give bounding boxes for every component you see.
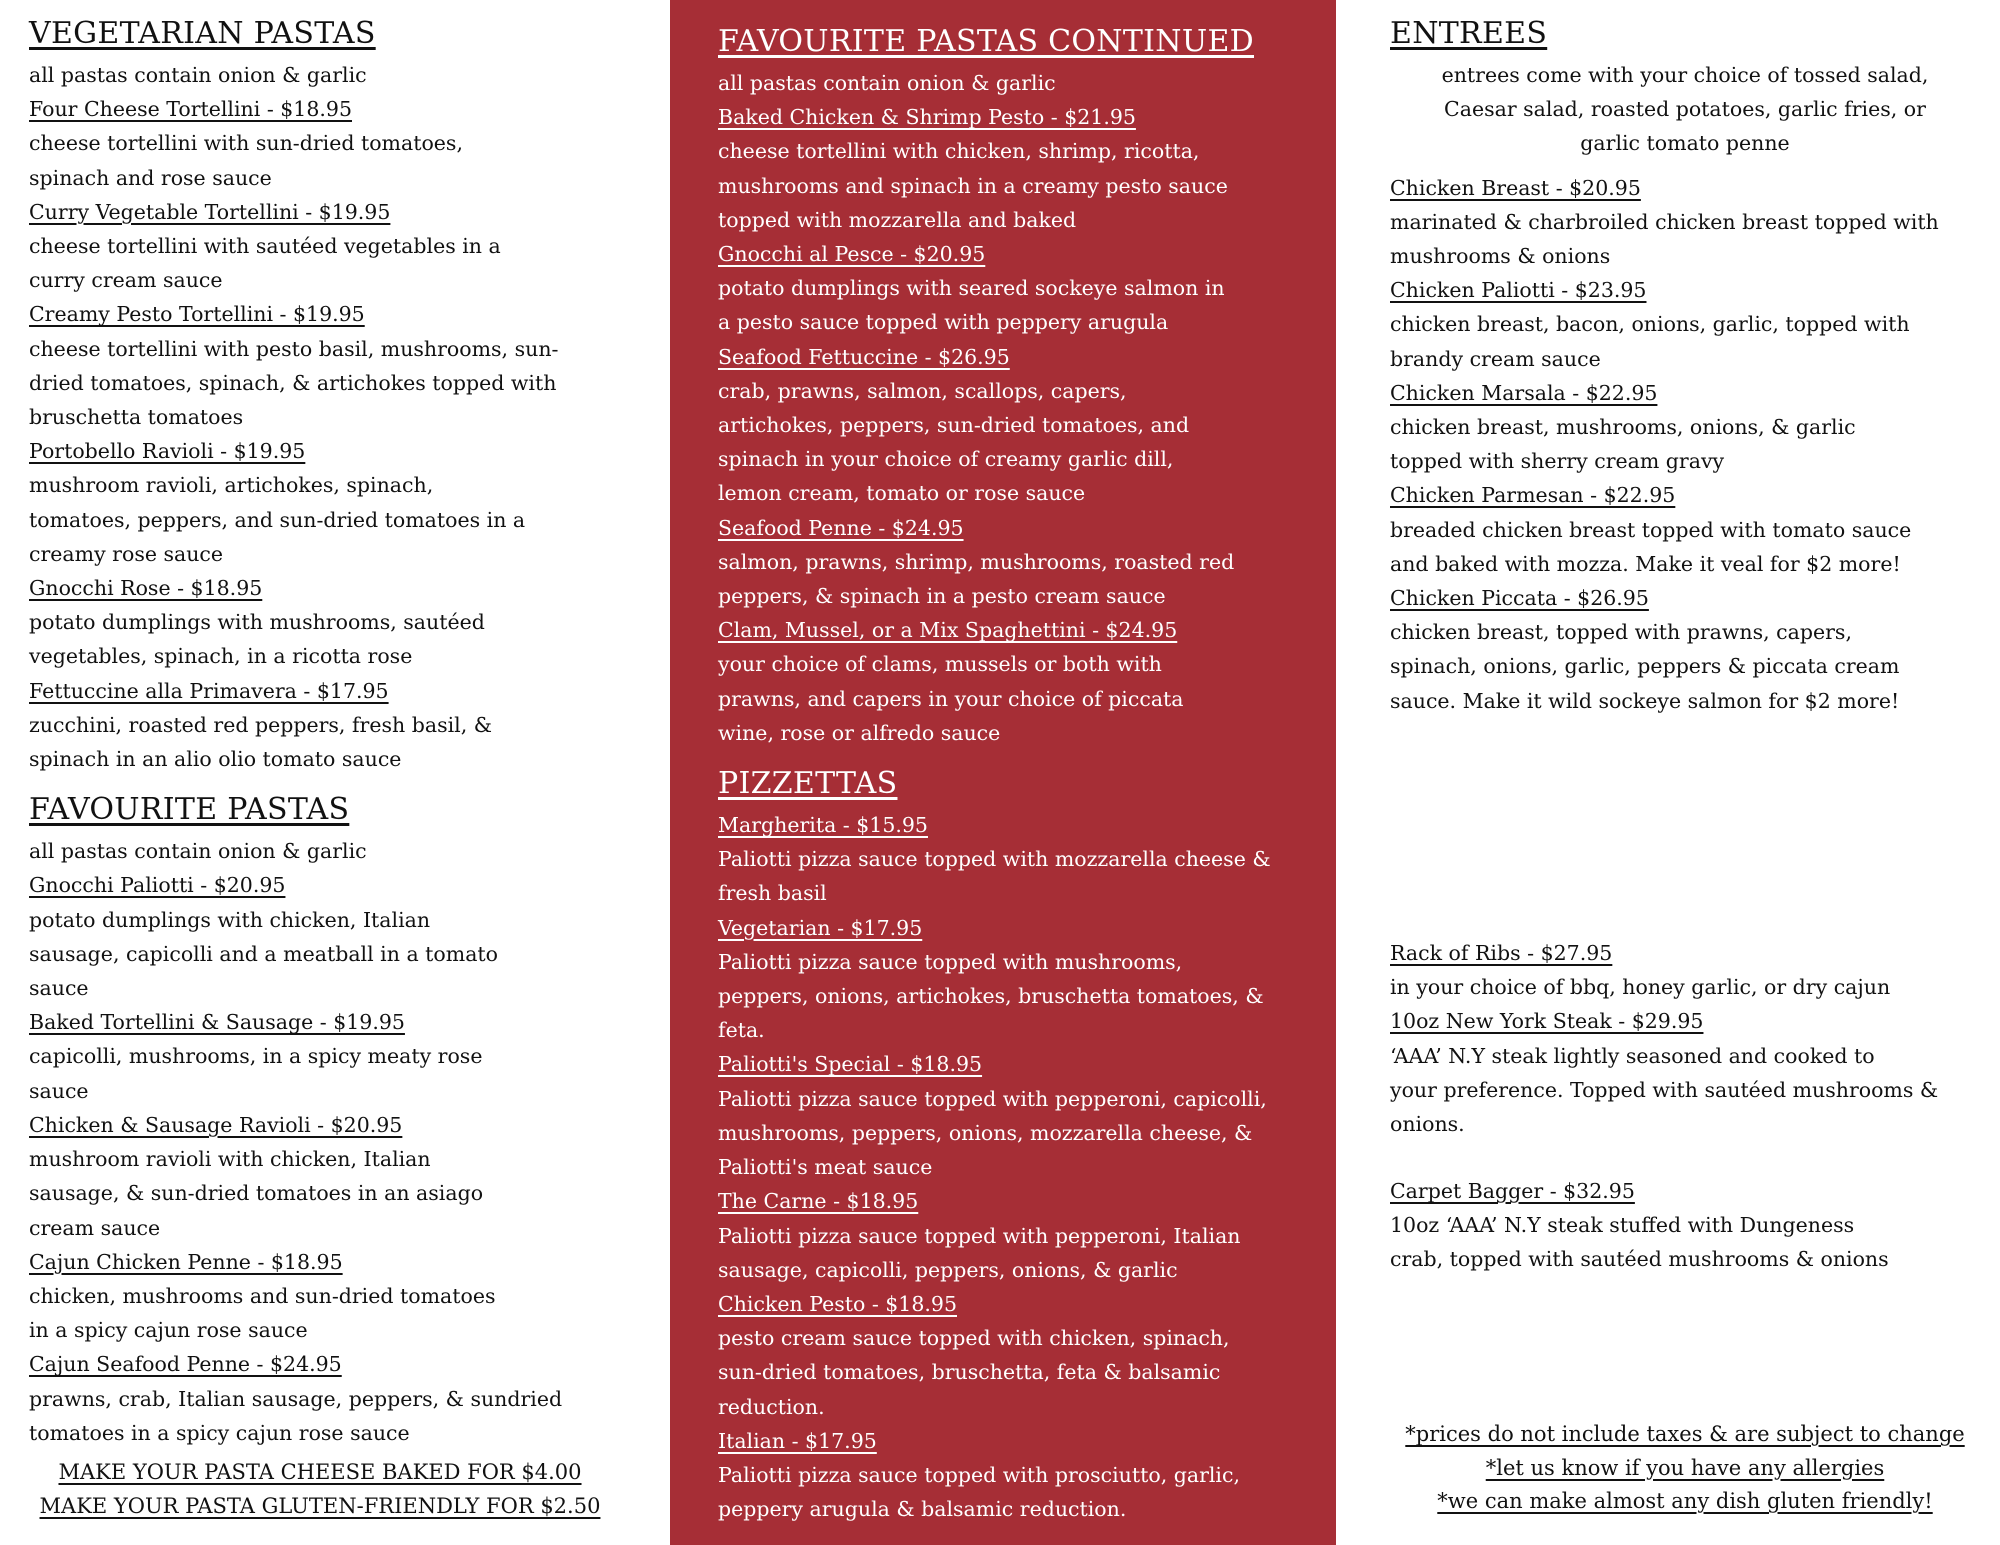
menu-item-description: bruschetta tomatoes [29, 405, 244, 430]
menu-item-description: sun-dried tomatoes, bruschetta, feta & balsamic [718, 1360, 1221, 1385]
right-column [1390, 14, 1980, 1272]
menu-item [29, 92, 629, 195]
menu-item-description: reduction. [718, 1394, 825, 1419]
intro-line: garlic tomato penne [1580, 131, 1790, 156]
menu-item-description: peppery arugula & balsamic reduction. [718, 1497, 1127, 1522]
menu-item-description: artichokes, peppers, sun-dried tomatoes, and [718, 413, 1190, 438]
menu-item-description: feta. [718, 1018, 765, 1043]
menu-item [29, 571, 629, 674]
menu-item-description: crab, prawns, salmon, scallops, capers, [718, 378, 1127, 403]
menu-item-description: wine, rose or alfredo sauce [718, 720, 1001, 745]
menu-item-title: Fettuccine alla Primavera - $17.95 [29, 678, 389, 703]
menu-item-description: in your choice of bbq, honey garlic, or dry cajun [1390, 975, 1891, 1000]
left-footer [0, 1456, 640, 1523]
entree-group-chicken [1390, 171, 1980, 718]
menu-item-description: potato dumplings with seared sockeye salmon in [718, 276, 1225, 301]
menu-item-description: spinach and rose sauce [29, 165, 272, 190]
menu-item-description: lemon cream, tomato or rose sauce [718, 481, 1086, 506]
section-heading-entrees: ENTREES [1390, 16, 1548, 51]
menu-item-description: fresh basil [718, 881, 827, 906]
section-heading-pizzettas: PIZZETTAS [718, 766, 898, 802]
menu-item-description: chicken breast, bacon, onions, garlic, topped with [1390, 312, 1910, 337]
menu-item-description: cheese tortellini with chicken, shrimp, ricotta, [718, 139, 1200, 164]
menu-item-description: potato dumplings with mushrooms, sautéed [29, 610, 485, 635]
menu-item-title: Four Cheese Tortellini - $18.95 [29, 97, 352, 122]
menu-item-description: cream sauce [29, 1215, 161, 1240]
menu-item [718, 237, 1318, 340]
menu-item-description: marinated & charbroiled chicken breast topped with [1390, 209, 1939, 234]
middle-column [718, 22, 1318, 1526]
menu-item-description: sausage, & sun-dried tomatoes in an asiago [29, 1181, 484, 1206]
menu-item-description: creamy rose sauce [29, 541, 224, 566]
menu-item-description: Paliotti pizza sauce topped with prosciutto, garlic, [718, 1462, 1240, 1487]
menu-item-description: sauce [29, 1078, 89, 1103]
menu-item-description: Paliotti pizza sauce topped with pepperoni, capicolli, [718, 1086, 1267, 1111]
menu-item-description: spinach in your choice of creamy garlic dill, [718, 447, 1174, 472]
menu-item-description: topped with sherry cream gravy [1390, 449, 1725, 474]
menu-item [718, 1287, 1318, 1424]
section-spacer [29, 776, 629, 790]
menu-item-description: vegetables, spinach, in a ricotta rose [29, 644, 413, 669]
menu-item-description: sauce [29, 976, 89, 1001]
menu-item [29, 1005, 629, 1108]
menu-item-title: Rack of Ribs - $27.95 [1390, 941, 1613, 965]
menu-item [29, 434, 629, 571]
menu-item [718, 1184, 1318, 1287]
menu-item-description: ‘AAA’ N.Y steak lightly seasoned and cooked to [1390, 1043, 1875, 1068]
menu-item [29, 297, 629, 434]
menu-item-title: Margherita - $15.95 [718, 813, 928, 838]
menu-item-title: 10oz New York Steak - $29.95 [1390, 1009, 1704, 1034]
menu-item-title: The Carne - $18.95 [718, 1189, 919, 1214]
menu-item [718, 1424, 1318, 1527]
intro-line: entrees come with your choice of tossed salad, [1441, 63, 1929, 87]
entree-group-special [1390, 1174, 1980, 1277]
menu-item-title: Portobello Ravioli - $19.95 [29, 439, 306, 464]
menu-item-title: Paliotti's Special - $18.95 [718, 1052, 983, 1077]
menu-item-description: chicken breast, topped with prawns, capers, [1390, 620, 1852, 645]
menu-item-title: Italian - $17.95 [718, 1428, 877, 1453]
menu-item-description: in a spicy cajun rose sauce [29, 1318, 308, 1343]
section-heading-vegetarian-pastas: VEGETARIAN PASTAS [29, 16, 376, 51]
menu-item [718, 340, 1318, 511]
menu-item-title: Gnocchi Paliotti - $20.95 [29, 873, 286, 898]
menu-item [1390, 171, 1980, 274]
menu-item-description: sausage, capicolli, peppers, onions, & garlic [718, 1257, 1178, 1282]
menu-item [1390, 376, 1980, 479]
menu-item-description: spinach, onions, garlic, peppers & piccata cream [1390, 654, 1900, 679]
menu-item [718, 911, 1318, 1048]
menu-item-description: sausage, capicolli and a meatball in a tomato [29, 941, 499, 966]
menu-item-description: Paliotti pizza sauce topped with pepperoni, Italian [718, 1223, 1241, 1248]
menu-item-description: your choice of clams, mussels or both with [718, 652, 1162, 677]
footer-note-gluten: *we can make almost any dish gluten friendly! [1437, 1489, 1933, 1513]
menu-item-description: mushroom ravioli with chicken, Italian [29, 1147, 431, 1172]
menu-item [29, 674, 629, 777]
menu-item-description: and baked with mozza. Make it veal for $2 more! [1390, 551, 1901, 576]
section-note: all pastas contain onion & garlic [718, 71, 1056, 95]
menu-item-title: Curry Vegetable Tortellini - $19.95 [29, 199, 391, 224]
menu-item [29, 1245, 629, 1348]
menu-item-description: brandy cream sauce [1390, 346, 1601, 371]
menu-item-title: Chicken Piccata - $26.95 [1390, 586, 1649, 611]
menu-item-title: Carpet Bagger - $32.95 [1390, 1179, 1635, 1203]
menu-item-title: Clam, Mussel, or a Mix Spaghettini - $24.95 [718, 618, 1178, 643]
menu-item-description: cheese tortellini with sautéed vegetables in a [29, 234, 501, 259]
menu-item-description: curry cream sauce [29, 268, 223, 293]
menu-item-description: mushrooms, peppers, onions, mozzarella cheese, & [718, 1120, 1253, 1145]
menu-item-description: sauce. Make it wild sockeye salmon for $2 more! [1390, 688, 1900, 713]
section-spacer [718, 750, 1318, 764]
menu-item-title: Vegetarian - $17.95 [718, 915, 923, 940]
menu-item-description: Paliotti pizza sauce topped with mozzarella cheese & [718, 847, 1271, 872]
menu-item [1390, 1004, 1980, 1141]
menu-item-title: Gnocchi Rose - $18.95 [29, 576, 263, 601]
menu-item-description: breaded chicken breast topped with tomato sauce [1390, 517, 1912, 542]
menu-item-title: Creamy Pesto Tortellini - $19.95 [29, 302, 365, 327]
menu-item-title: Cajun Chicken Penne - $18.95 [29, 1249, 343, 1274]
menu-item-description: capicolli, mushrooms, in a spicy meaty rose [29, 1044, 483, 1069]
menu-item-title: Chicken Parmesan - $22.95 [1390, 483, 1676, 508]
menu-item [1390, 478, 1980, 581]
menu-item [718, 511, 1318, 614]
section-note: all pastas contain onion & garlic [29, 839, 367, 864]
menu-item-description: mushrooms and spinach in a creamy pesto sauce [718, 173, 1228, 198]
entree-group-beef [1390, 936, 1980, 1141]
menu-item-title: Baked Chicken & Shrimp Pesto - $21.95 [718, 105, 1136, 130]
menu-item-title: Chicken Pesto - $18.95 [718, 1291, 957, 1316]
menu-item-description: cheese tortellini with pesto basil, mushrooms, sun- [29, 336, 559, 361]
menu-item [1390, 581, 1980, 718]
menu-item-title: Baked Tortellini & Sausage - $19.95 [29, 1010, 405, 1035]
menu-item-description: your preference. Topped with sautéed mushrooms & [1390, 1077, 1939, 1102]
menu-item-description: tomatoes, peppers, and sun-dried tomatoes in a [29, 507, 526, 532]
menu-item [29, 195, 629, 298]
menu-item [718, 1047, 1318, 1184]
footer-line-gluten-friendly: MAKE YOUR PASTA GLUTEN-FRIENDLY FOR $2.50 [39, 1493, 601, 1518]
menu-item-description: topped with mozzarella and baked [718, 207, 1077, 232]
menu-item-description: peppers, onions, artichokes, bruschetta tomatoes, & [718, 984, 1264, 1009]
menu-item-description: Paliotti's meat sauce [718, 1155, 933, 1180]
menu-item [1390, 1174, 1980, 1277]
menu-item-description: mushroom ravioli, artichokes, spinach, [29, 473, 434, 498]
section-heading-favourite-pastas: FAVOURITE PASTAS [29, 792, 350, 828]
left-column [29, 14, 629, 1450]
menu-item [29, 1108, 629, 1245]
right-footer [1390, 1418, 1980, 1519]
menu-item-title: Seafood Penne - $24.95 [718, 515, 964, 540]
menu-item-description: prawns, crab, Italian sausage, peppers, & sundried [29, 1386, 563, 1411]
menu-item [718, 808, 1318, 911]
menu-item-description: cheese tortellini with sun-dried tomatoes, [29, 131, 463, 156]
menu-item [29, 868, 629, 1005]
menu-item-title: Seafood Fettuccine - $26.95 [718, 344, 1010, 369]
menu-item-title: Chicken Paliotti - $23.95 [1390, 278, 1647, 303]
menu-item [29, 1347, 629, 1450]
footer-line-cheese-baked: MAKE YOUR PASTA CHEESE BAKED FOR $4.00 [58, 1460, 582, 1484]
menu-item-description: chicken, mushrooms and sun-dried tomatoes [29, 1283, 496, 1308]
menu-item-title: Cajun Seafood Penne - $24.95 [29, 1352, 342, 1377]
section-heading-favourite-pastas-continued: FAVOURITE PASTAS CONTINUED [718, 24, 1254, 59]
menu-item-description: spinach in an alio olio tomato sauce [29, 747, 402, 772]
menu-item-title: Gnocchi al Pesce - $20.95 [718, 242, 986, 267]
intro-line: Caesar salad, roasted potatoes, garlic fries, or [1444, 97, 1926, 122]
menu-item-title: Chicken Breast - $20.95 [1390, 175, 1641, 200]
menu-item-description: prawns, and capers in your choice of piccata [718, 686, 1184, 711]
section-note: all pastas contain onion & garlic [29, 63, 367, 87]
menu-item-description: chicken breast, mushrooms, onions, & garlic [1390, 415, 1856, 440]
menu-item-description: a pesto sauce topped with peppery arugula [718, 310, 1169, 335]
menu-item-description: salmon, prawns, shrimp, mushrooms, roasted red [718, 549, 1235, 574]
menu-item-description: dried tomatoes, spinach, & artichokes topped with [29, 370, 557, 395]
menu-item-description: peppers, & spinach in a pesto cream sauce [718, 584, 1166, 609]
menu-item [718, 100, 1318, 237]
menu-item-description: mushrooms & onions [1390, 244, 1611, 269]
entrees-intro [1390, 58, 1980, 161]
menu-item-description: potato dumplings with chicken, Italian [29, 907, 431, 932]
menu-item-description: Paliotti pizza sauce topped with mushrooms, [718, 949, 1183, 974]
footer-note-allergies: *let us know if you have any allergies [1485, 1455, 1885, 1480]
menu-item-description: 10oz ‘AAA’ N.Y steak stuffed with Dungeness [1390, 1213, 1855, 1238]
middle-column-panel [670, 0, 1336, 1545]
menu-item [1390, 936, 1980, 1004]
menu-item [1390, 273, 1980, 376]
menu-item-title: Chicken & Sausage Ravioli - $20.95 [29, 1112, 403, 1137]
menu-item-description: crab, topped with sautéed mushrooms & onions [1390, 1247, 1889, 1272]
menu-item-description: tomatoes in a spicy cajun rose sauce [29, 1420, 410, 1445]
menu-item-title: Chicken Marsala - $22.95 [1390, 380, 1658, 405]
menu-item-description: zucchini, roasted red peppers, fresh basil, & [29, 712, 492, 737]
menu-item [718, 613, 1318, 750]
footer-note-prices: *prices do not include taxes & are subject to change [1405, 1422, 1965, 1446]
menu-item-description: pesto cream sauce topped with chicken, spinach, [718, 1326, 1230, 1351]
menu-item-description: onions. [1390, 1112, 1465, 1137]
